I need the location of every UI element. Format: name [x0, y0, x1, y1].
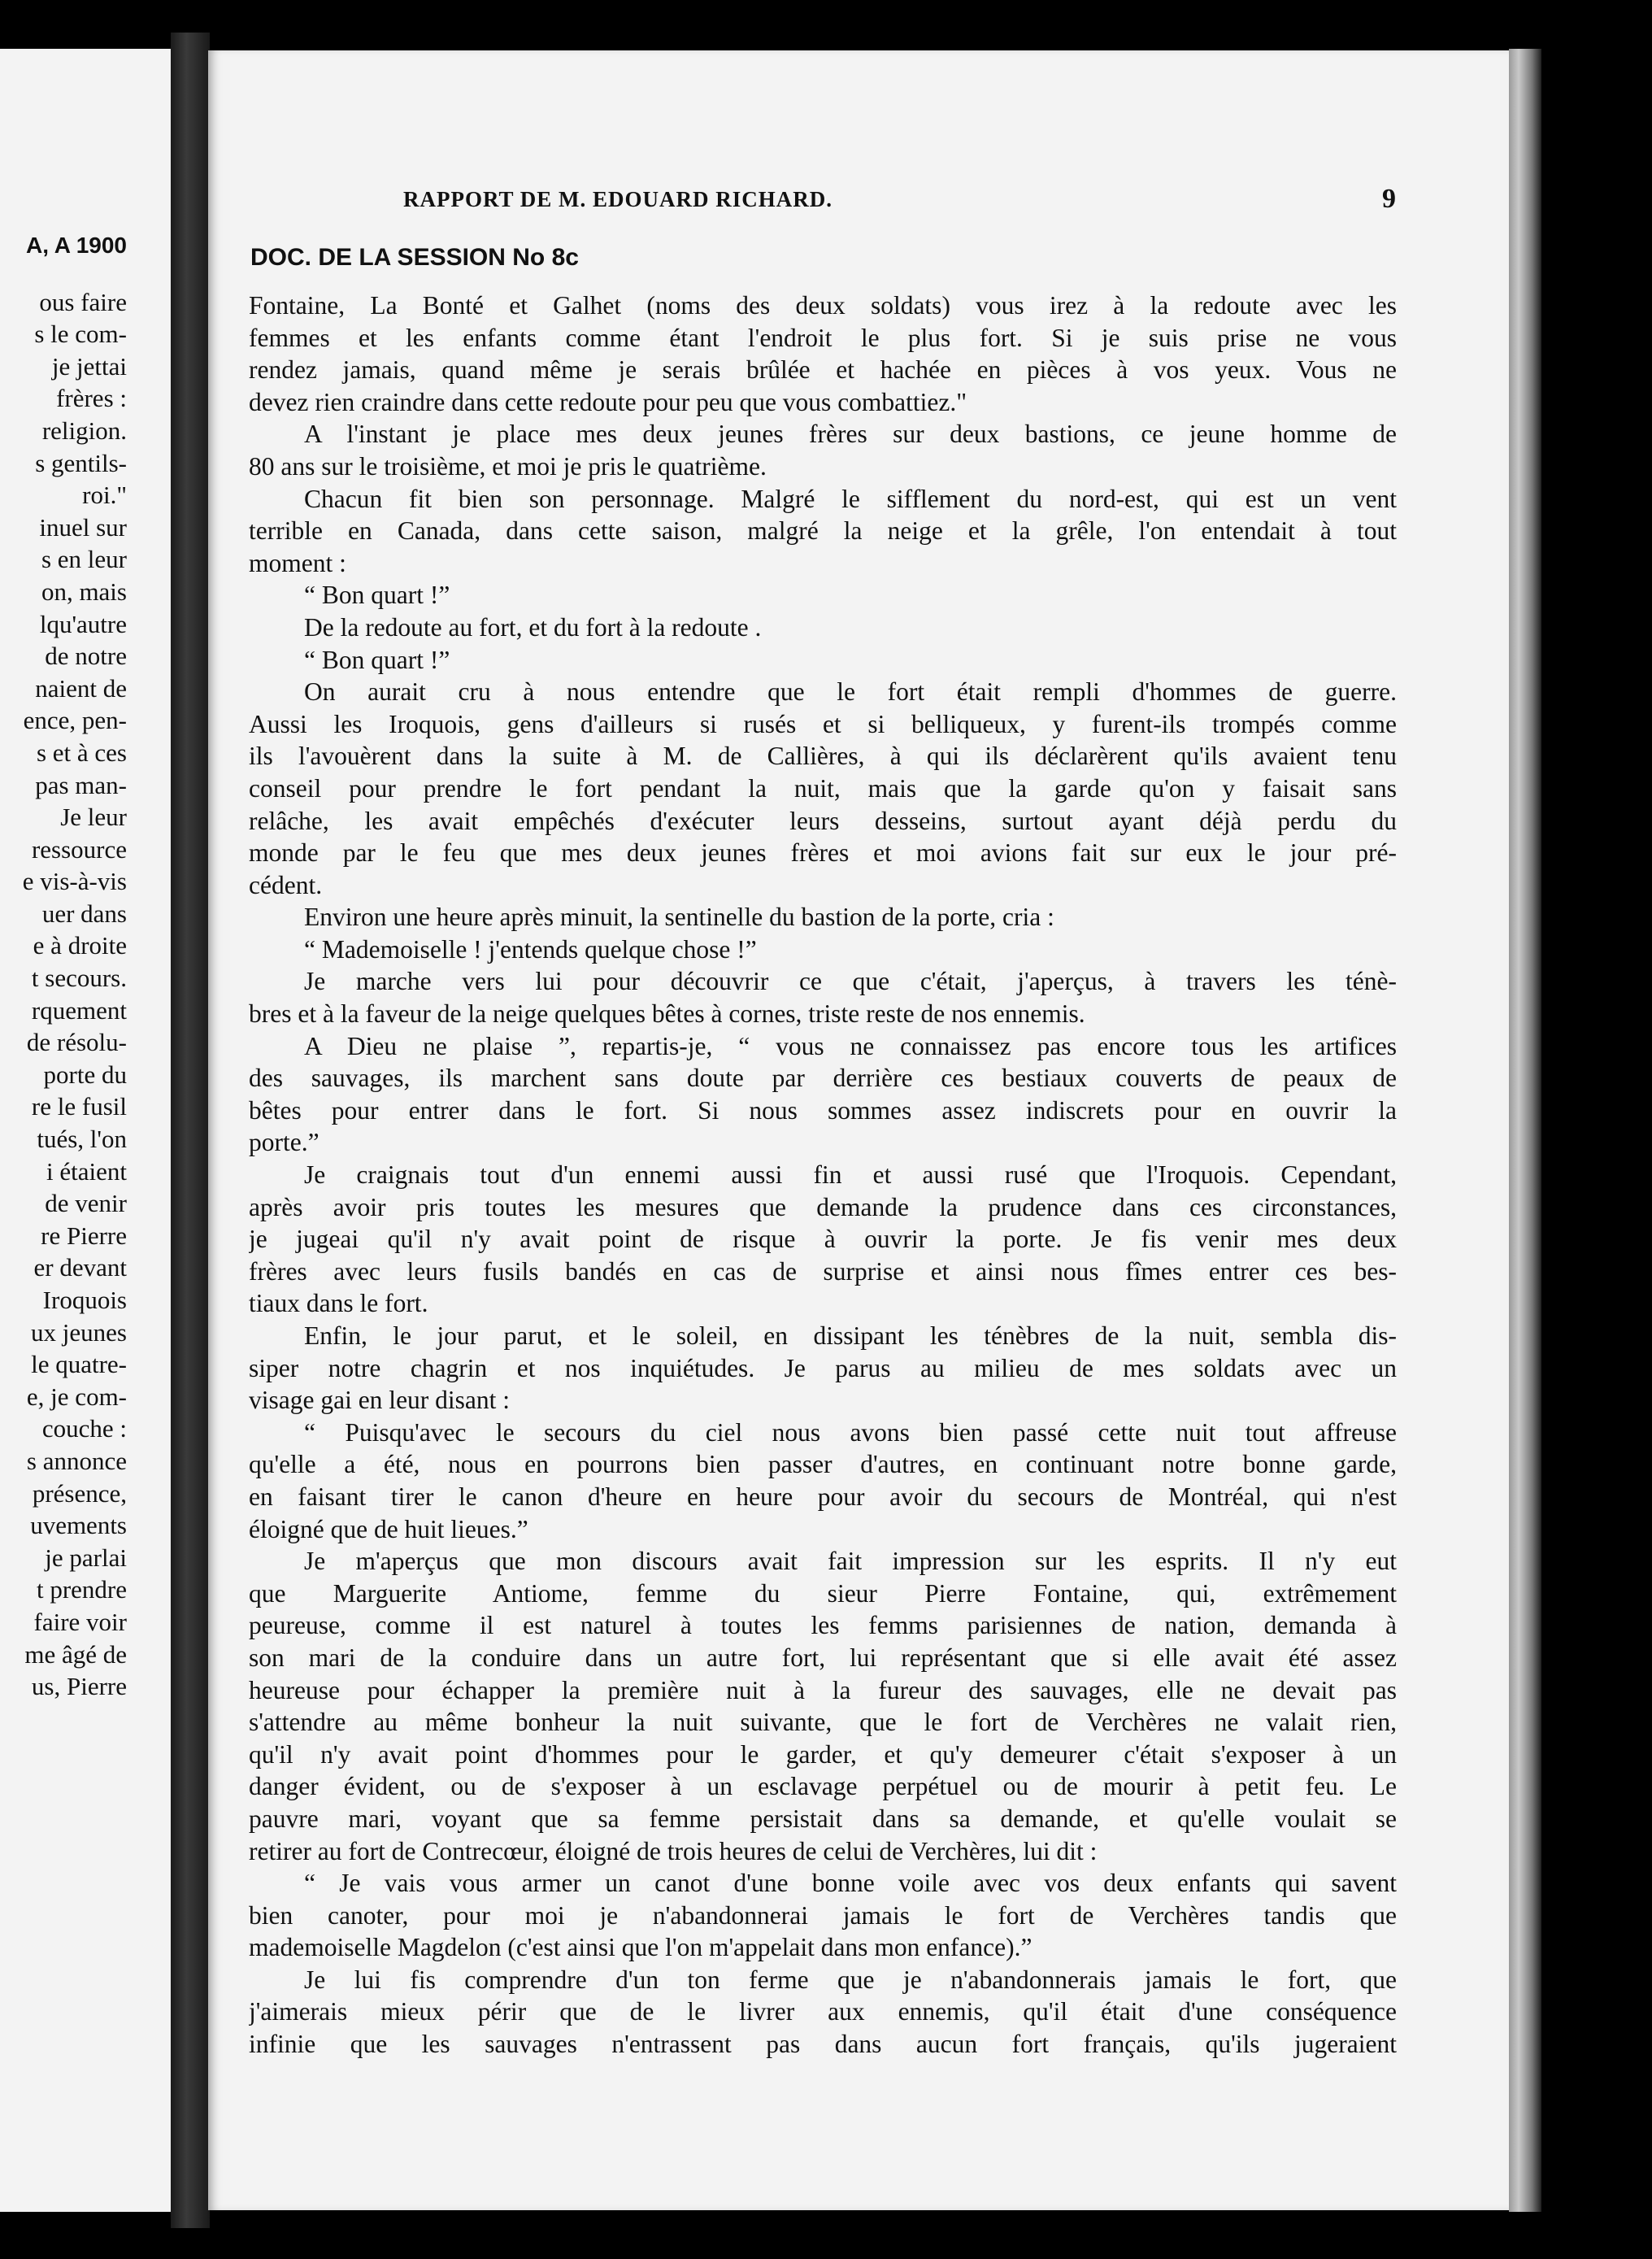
page-number: 9	[1382, 184, 1396, 214]
text-line: pauvre mari, voyant que sa femme persistait dans sa demande, et qu'elle voulait se	[249, 1804, 1397, 1833]
text-line: bêtes pour entrer dans le fort. Si nous sommes assez indiscrets pour en ouvrir la	[249, 1095, 1397, 1125]
text-line: moment :	[249, 548, 346, 577]
text-line: en faisant tirer le canon d'heure en heure pour avoir du secours de Montréal, qui n'est	[249, 1482, 1397, 1511]
left-page-line: rquement	[31, 995, 127, 1025]
left-page-line: le quatre-	[31, 1350, 127, 1379]
left-page-line: re Pierre	[41, 1221, 127, 1250]
left-page-line: e, je com-	[26, 1382, 127, 1411]
text-line: Fontaine, La Bonté et Galhet (noms des deux soldats) vous irez à la redoute avec les	[249, 291, 1397, 320]
left-page-line: s et à ces	[36, 738, 127, 767]
left-page-line: uer dans	[41, 899, 127, 928]
text-line: devez rien craindre dans cette redoute pour peu que vous combattiez."	[249, 387, 967, 416]
text-line: Aussi les Iroquois, gens d'ailleurs si rusés et si belliqueux, y furent-ils trompés comme	[249, 709, 1397, 738]
text-line: que Marguerite Antiome, femme du sieur Pierre Fontaine, qui, extrêmement	[249, 1578, 1397, 1608]
left-page-line: tués, l'on	[37, 1125, 127, 1154]
text-line: Je m'aperçus que mon discours avait fait impression sur les esprits. Il n'y eut	[304, 1547, 1397, 1576]
left-page-line: us, Pierre	[31, 1672, 127, 1701]
text-line: bres et à la faveur de la neige quelques bêtes à cornes, triste reste de nos ennemis.	[249, 999, 1085, 1029]
left-page-line: me âgé de	[24, 1639, 127, 1669]
left-page-line: Je leur	[60, 803, 127, 832]
left-page-line: s en leur	[41, 545, 127, 574]
book-gutter	[171, 33, 210, 2228]
left-page-line: je parlai	[45, 1543, 127, 1572]
left-page-line: s le com-	[34, 320, 127, 349]
text-line: bien canoter, pour moi je n'abandonnerai jamais le fort de Verchères tandis que	[249, 1900, 1397, 1930]
left-page-line: ence, pen-	[23, 706, 127, 735]
left-page-line: de notre	[45, 642, 127, 671]
left-page-line: e vis-à-vis	[22, 867, 127, 896]
text-line: éloigné que de huit lieues.”	[249, 1514, 528, 1543]
left-page-line: er devant	[33, 1253, 127, 1282]
text-line: femmes et les enfants comme étant l'endroit le plus fort. Si je suis prise ne vous	[249, 323, 1397, 352]
left-page-line: de venir	[45, 1189, 127, 1218]
left-page-line: re le fusil	[31, 1092, 127, 1121]
text-line: conseil pour prendre le fort pendant la nuit, mais que la garde qu'on y faisait sans	[249, 773, 1397, 803]
text-line: A l'instant je place mes deux jeunes frères sur deux bastions, ce jeune homme de	[304, 420, 1397, 449]
left-page-line: de résolu-	[26, 1028, 127, 1057]
text-line: s'attendre au même bonheur la nuit suivante, que le fort de Verchères ne valait rien,	[249, 1708, 1397, 1737]
text-line: “ Bon quart !”	[304, 581, 450, 610]
text-line: cédent.	[249, 870, 323, 899]
text-line: Enfin, le jour parut, et le soleil, en dissipant les ténèbres de la nuit, sembla dis-	[304, 1321, 1397, 1350]
text-line: “ Mademoiselle ! j'entends quelque chose !”	[304, 934, 757, 964]
left-page-line: faire voir	[33, 1607, 127, 1636]
text-line: On aurait cru à nous entendre que le fort était rempli d'hommes de guerre.	[304, 677, 1397, 707]
text-line: rendez jamais, quand même je serais brûlée et hachée en pièces à vos yeux. Vous ne	[249, 355, 1397, 385]
text-line: retirer au fort de Contrecœur, éloigné de trois heures de celui de Verchères, lui dit :	[249, 1836, 1098, 1865]
left-page-line: on, mais	[41, 577, 127, 606]
text-line: peureuse, comme il est naturel à toutes les femms parisiennes de nation, demanda à	[249, 1611, 1397, 1640]
text-line: terrible en Canada, dans cette saison, malgré la neige et la grêle, l'on entendait à tout	[249, 516, 1397, 546]
text-line: porte.”	[249, 1128, 320, 1157]
left-page-line: lqu'autre	[39, 609, 127, 638]
left-page-line: religion.	[41, 416, 127, 445]
left-page-line: je jettai	[51, 351, 127, 381]
left-page-line: ux jeunes	[31, 1317, 127, 1347]
text-line: 80 ans sur le troisième, et moi je pris le quatrième.	[249, 451, 767, 481]
left-page-line: ous faire	[39, 287, 127, 316]
left-page-line: s annonce	[26, 1446, 127, 1475]
left-page-line: e à droite	[33, 931, 127, 960]
body-text	[249, 289, 1397, 2061]
text-line: qu'il n'y avait point d'hommes pour le garder, et qu'y demeurer c'était s'exposer à un	[249, 1739, 1397, 1769]
text-line: infinie que les sauvages n'entrassent pas dans aucun fort français, qu'ils jugeraient	[249, 2030, 1397, 2059]
text-line: Je craignais tout d'un ennemi aussi fin et aussi rusé que l'Iroquois. Cependant,	[304, 1160, 1397, 1190]
left-page-fragment	[0, 49, 177, 2212]
text-line: monde par le feu que mes deux jeunes frères et moi avions fait sur eux le jour pré-	[249, 838, 1397, 868]
left-page-line: i étaient	[46, 1156, 127, 1186]
text-line: visage gai en leur disant :	[249, 1386, 511, 1415]
text-line: A Dieu ne plaise ”, repartis-je, “ vous ne connaissez pas encore tous les artifices	[304, 1031, 1397, 1060]
text-line: heureuse pour échapper la première nuit à la fureur des sauvages, elle ne devait pas	[249, 1675, 1397, 1704]
left-page-line: présence,	[32, 1478, 127, 1508]
text-line: des sauvages, ils marchent sans doute par derrière ces bestiaux couverts de peaux de	[249, 1064, 1397, 1093]
text-line: qu'elle a été, nous en pourrons bien passer d'autres, en continuant notre bonne garde,	[249, 1450, 1397, 1479]
text-line: Je lui fis comprendre d'un ton ferme que je n'abandonnerais jamais le fort, que	[304, 1965, 1397, 1994]
text-line: frères avec leurs fusils bandés en cas de surprise et ainsi nous fîmes entrer ces bes-	[249, 1256, 1397, 1286]
page-edge	[1509, 49, 1541, 2212]
left-page-line: t secours.	[31, 964, 127, 993]
text-line: son mari de la conduire dans un autre fort, lui représentant que si elle avait été assez	[249, 1643, 1397, 1672]
left-page-line: pas man-	[35, 770, 127, 799]
text-line: mademoiselle Magdelon (c'est ainsi que l'on m'appelait dans mon enfance).”	[249, 1933, 1032, 1962]
left-page-line: ressource	[31, 834, 127, 864]
text-line: danger évident, ou de s'exposer à un esclavage perpétuel ou de mourir à petit feu. Le	[249, 1772, 1397, 1801]
left-page-line: inuel sur	[39, 512, 127, 542]
text-line: tiaux dans le fort.	[249, 1289, 428, 1318]
left-page-line: couche :	[41, 1414, 127, 1443]
text-line: Environ une heure après minuit, la sentinelle du bastion de la porte, cria :	[304, 903, 1054, 932]
text-line: siper notre chagrin et nos inquiétudes. Je parus au milieu de mes soldats avec un	[249, 1353, 1397, 1382]
left-page-line: naient de	[35, 673, 127, 703]
text-line: j'aimerais mieux périr que de le livrer aux ennemis, qu'il était d'une conséquence	[249, 1997, 1397, 2026]
left-page-line: roi."	[82, 481, 127, 510]
text-line: je jugeai qu'il n'y avait point de risque à ouvrir la porte. Je fis venir mes deux	[249, 1225, 1397, 1254]
text-line: Chacun fit bien son personnage. Malgré le sifflement du nord-est, qui est un vent	[304, 484, 1397, 513]
text-line: ils l'avouèrent dans la suite à M. de Callières, à qui ils déclarèrent qu'ils avaient tenu	[249, 742, 1397, 771]
left-page-text	[23, 229, 127, 1703]
left-page-line: s gentils-	[35, 448, 127, 477]
left-page-line: Iroquois	[42, 1286, 127, 1314]
left-page-line: t prendre	[36, 1575, 127, 1604]
text-line: “ Je vais vous armer un canot d'une bonne voile avec vos deux enfants qui savent	[304, 1869, 1397, 1898]
text-line: Je marche vers lui pour découvrir ce que c'était, j'aperçus, à travers les ténè-	[304, 967, 1397, 996]
text-line: De la redoute au fort, et du fort à la redoute .	[304, 612, 762, 642]
left-page-line: porte du	[43, 1060, 127, 1089]
document-session-label: DOC. DE LA SESSION No 8c	[250, 244, 579, 271]
left-page-header: A, A 1900	[26, 233, 127, 258]
text-line: relâche, les avait empêchés d'exécuter leurs desseins, surtout ayant déjà perdu du	[249, 806, 1397, 835]
running-head: RAPPORT DE M. EDOUARD RICHARD.	[403, 187, 833, 211]
text-line: après avoir pris toutes les mesures que demande la prudence dans ces circonstances,	[249, 1192, 1397, 1221]
left-page-line: frères :	[56, 384, 127, 413]
left-page-line: uvements	[30, 1511, 127, 1540]
text-line: “ Puisqu'avec le secours du ciel nous avons bien passé cette nuit tout affreuse	[304, 1417, 1397, 1447]
text-line: “ Bon quart !”	[304, 645, 450, 674]
